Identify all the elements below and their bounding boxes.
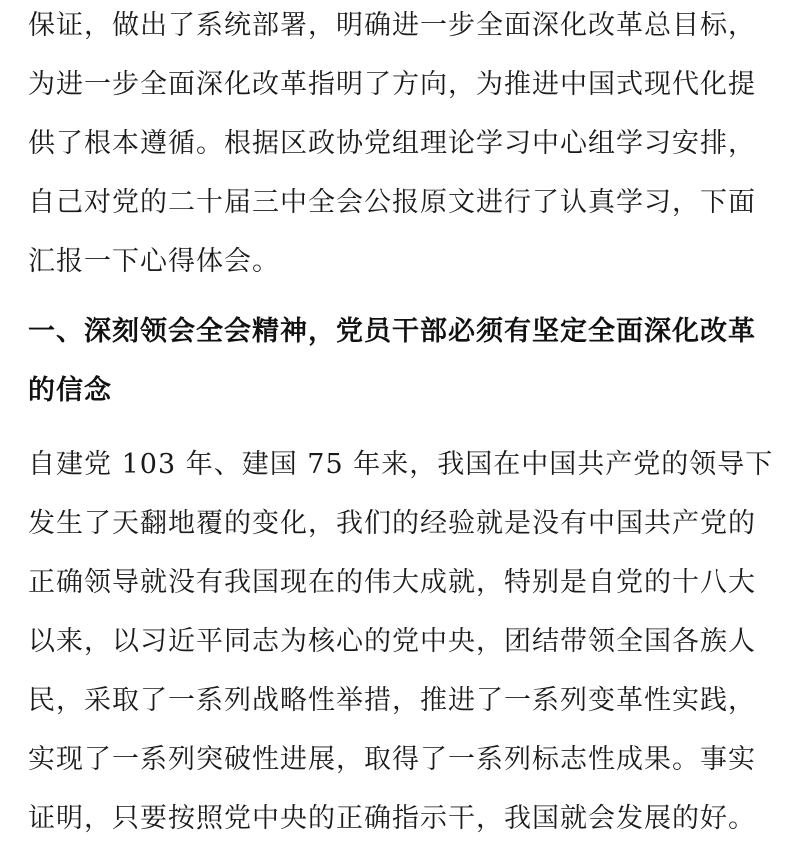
text-line: 民，采取了一系列战略性举措，推进了一系列变革性实践， [28, 685, 756, 716]
text-line: 为进一步全面深化改革指明了方向，为推进中国式现代化提 [28, 69, 756, 100]
text-line: 汇报一下心得体会。 [28, 246, 280, 277]
text-line: 保证，做出了系统部署，明确进一步全面深化改革总目标， [28, 10, 756, 41]
section-heading [28, 302, 773, 420]
body-paragraph [28, 435, 773, 848]
text-line: 自建党 103 年、建国 75 年来，我国在中国共产党的领导下 [28, 449, 774, 480]
text-line: 供了根本遵循。根据区政协党组理论学习中心组学习安排， [28, 128, 756, 159]
heading-line: 一、深刻领会全会精神，党员干部必须有坚定全面深化改革 [28, 316, 756, 347]
text-line: 自己对党的二十届三中全会公报原文进行了认真学习，下面 [28, 187, 756, 218]
text-line: 实现了一系列突破性进展，取得了一系列标志性成果。事实 [28, 744, 756, 775]
text-line: 正确领导就没有我国现在的伟大成就，特别是自党的十八大 [28, 567, 756, 598]
heading-line: 的信念 [28, 375, 112, 406]
text-line: 证明，只要按照党中央的正确指示干，我国就会发展的好。 [28, 803, 756, 834]
text-line: 以来，以习近平同志为核心的党中央，团结带领全国各族人 [28, 626, 756, 657]
text-line: 发生了天翻地覆的变化，我们的经验就是没有中国共产党的 [28, 508, 756, 539]
intro-paragraph [28, 0, 773, 291]
